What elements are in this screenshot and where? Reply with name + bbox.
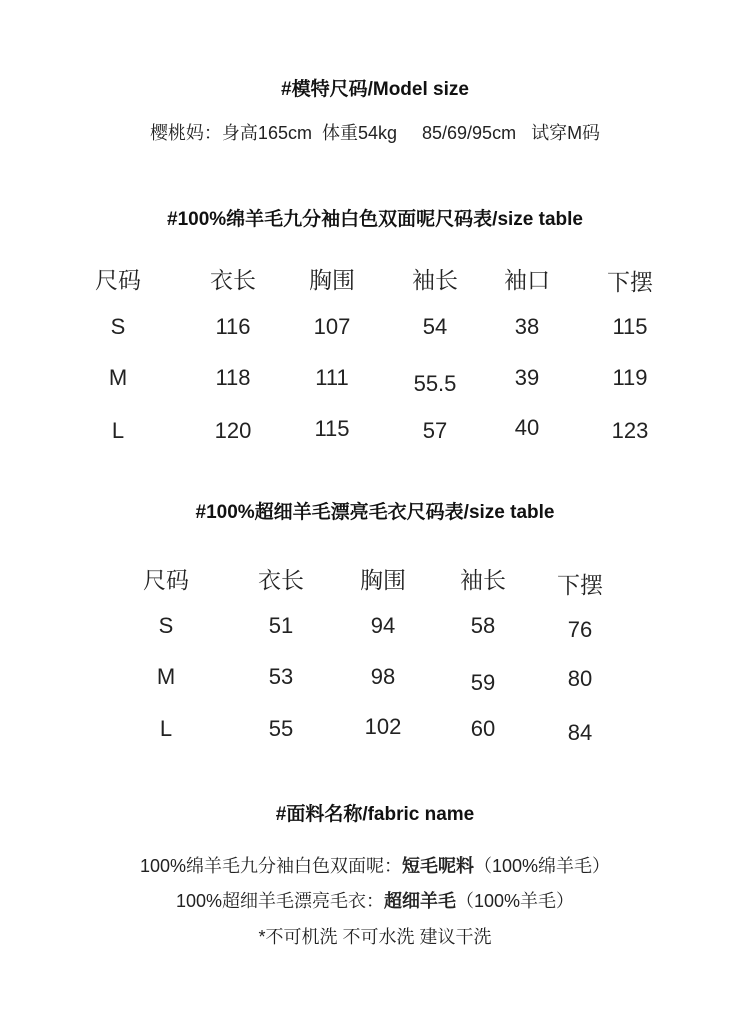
table-cell: 39 (514, 365, 540, 390)
table-cell: 94 (370, 613, 396, 638)
table-cell: 115 (612, 314, 648, 339)
table-cell: M (108, 365, 128, 390)
table-header-cell: 下摆 (607, 269, 653, 295)
size-table-1-heading: #100%绵羊毛九分袖白色双面呢尺码表/size table (167, 209, 583, 230)
table-cell: 102 (364, 714, 402, 739)
fabric-line-1-suffix: （100%绵羊毛） (474, 856, 611, 876)
fabric-line-2-suffix: （100%羊毛） (456, 891, 575, 911)
table-cell: 38 (514, 314, 540, 339)
table-header-cell: 尺码 (143, 567, 189, 593)
table-header-cell: 袖长 (460, 567, 506, 593)
table-header-cell: 衣长 (210, 267, 256, 293)
table-cell: 51 (268, 613, 294, 638)
table-cell: 55 (268, 716, 294, 741)
table-cell: 107 (313, 314, 351, 339)
table-cell: 118 (215, 365, 251, 390)
table-cell: 111 (315, 365, 349, 390)
table-cell: L (159, 716, 173, 741)
table-cell: 40 (514, 415, 540, 440)
care-instructions: *不可机洗 不可水洗 建议干洗 (258, 927, 492, 947)
table-cell: L (111, 418, 125, 443)
table-cell: 123 (611, 418, 649, 443)
table-cell: 57 (422, 418, 448, 443)
fabric-heading: #面料名称/fabric name (275, 804, 475, 825)
table-cell: 76 (567, 617, 593, 642)
fabric-line-2-material: 超细羊毛 (384, 891, 456, 911)
fabric-line-2 (0, 887, 750, 913)
table-cell: S (158, 613, 174, 638)
table-cell: S (110, 314, 126, 339)
fabric-line-1-prefix: 100%绵羊毛九分袖白色双面呢： (139, 856, 402, 876)
model-size-line: 樱桃妈：身高165cm 体重54kg 85/69/95cm 试穿M码 (149, 123, 601, 143)
table-header-cell: 袖口 (504, 267, 550, 293)
table-cell: 59 (470, 670, 496, 695)
fabric-line-1-material: 短毛呢料 (402, 856, 474, 876)
fabric-line-2-prefix: 100%超细羊毛漂亮毛衣： (175, 891, 384, 911)
table-cell: 53 (268, 664, 294, 689)
table-cell: 84 (567, 720, 593, 745)
table-header-cell: 衣长 (258, 567, 304, 593)
table-cell: M (156, 664, 176, 689)
table-cell: 116 (215, 314, 251, 339)
table-header-cell: 尺码 (95, 267, 141, 293)
table-cell: 119 (612, 365, 648, 390)
table-header-cell: 袖长 (412, 267, 458, 293)
table-header-cell: 下摆 (557, 572, 603, 598)
table-header-cell: 胸围 (309, 267, 355, 293)
table-cell: 115 (314, 416, 350, 441)
table-cell: 98 (370, 664, 396, 689)
fabric-line-1 (0, 852, 750, 878)
table-cell: 120 (214, 418, 252, 443)
table-cell: 58 (470, 613, 496, 638)
table-cell: 54 (422, 314, 448, 339)
table-cell: 55.5 (413, 371, 457, 396)
table-cell: 60 (470, 716, 496, 741)
model-size-heading: #模特尺码/Model size (281, 79, 469, 100)
table-cell: 80 (567, 666, 593, 691)
table-header-cell: 胸围 (360, 567, 406, 593)
size-table-2-heading: #100%超细羊毛漂亮毛衣尺码表/size table (195, 502, 555, 523)
